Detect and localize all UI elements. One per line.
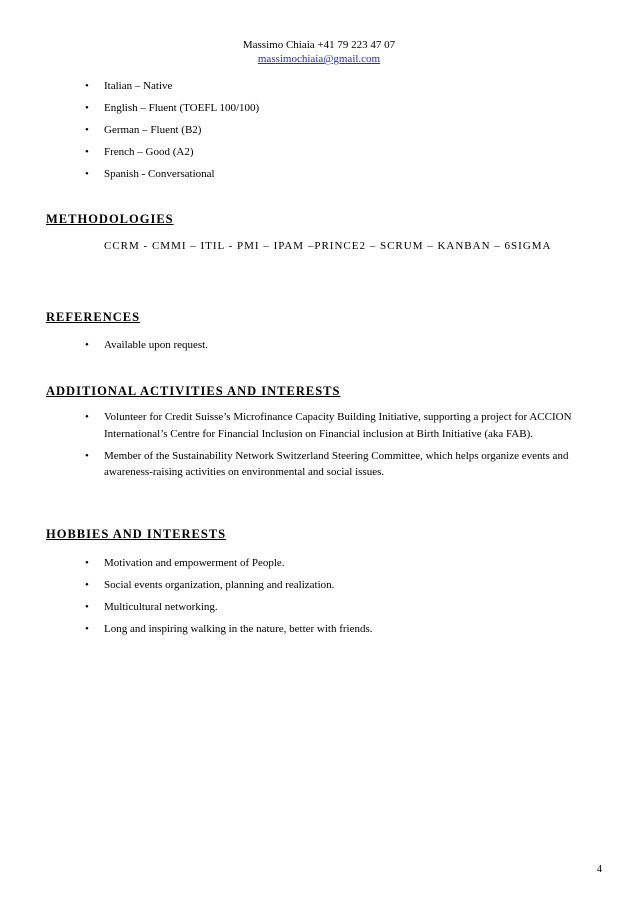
list-item xyxy=(0,448,638,481)
list-item xyxy=(0,166,638,183)
list-item-text: Available upon request. xyxy=(104,339,208,351)
list-item xyxy=(0,122,638,139)
hobbies-heading: HOBBIES AND INTERESTS xyxy=(46,527,227,541)
bullet-icon: • xyxy=(85,579,89,591)
list-item-text: Social events organization, planning and realization. xyxy=(104,579,335,591)
list-item-text: Volunteer for Credit Suisse’s Microfinance Capacity Building Initiative, supporting a project for ACCION International’s Centre for Financial Inclusion on Financial inclusion at Birth Initiative (aka FAB). xyxy=(104,411,572,440)
bullet-icon: • xyxy=(85,601,89,613)
list-item xyxy=(0,78,638,95)
additional-activities-heading: ADDITIONAL ACTIVITIES AND INTERESTS xyxy=(46,384,341,398)
references-heading: REFERENCES xyxy=(46,310,141,324)
hobbies-list xyxy=(0,555,638,643)
header-email-line xyxy=(0,52,638,66)
languages-list xyxy=(0,78,638,188)
list-item xyxy=(0,577,638,594)
list-item-text: German – Fluent (B2) xyxy=(104,124,202,136)
bullet-icon: • xyxy=(85,623,89,635)
list-item xyxy=(0,599,638,616)
list-item xyxy=(0,621,638,638)
bullet-icon: • xyxy=(85,557,89,569)
header-contact: Massimo Chiaia +41 79 223 47 07 xyxy=(242,39,396,51)
list-item xyxy=(0,337,638,354)
references-list xyxy=(0,337,638,359)
list-item-text: English – Fluent (TOEFL 100/100) xyxy=(104,102,260,114)
methodologies-text: CCRM - CMMI – ITIL - PMI – IPAM –PRINCE2 – SCRUM – KANBAN – 6SIGMA xyxy=(104,240,552,252)
list-item-text: Member of the Sustainability Network Switzerland Steering Committee, which helps organize events and awareness-raising activities on environmental and social issues. xyxy=(104,449,569,478)
list-item xyxy=(0,144,638,161)
list-item-text: Multicultural networking. xyxy=(104,601,218,613)
methodologies-heading: METHODOLOGIES xyxy=(46,212,174,226)
bullet-icon: • xyxy=(85,411,89,423)
additional-activities-list xyxy=(0,409,638,486)
list-item-text: Italian – Native xyxy=(104,80,173,92)
bullet-icon: • xyxy=(85,80,89,92)
bullet-icon: • xyxy=(85,146,89,158)
bullet-icon: • xyxy=(85,449,89,462)
page-number: 4 xyxy=(597,864,602,875)
bullet-icon: • xyxy=(85,124,89,136)
email-link[interactable]: massimochiaia@gmail.com xyxy=(257,53,381,65)
bullet-icon: • xyxy=(85,102,89,114)
bullet-icon: • xyxy=(85,168,89,180)
list-item-text: Motivation and empowerment of People. xyxy=(104,557,285,569)
list-item-text: French – Good (A2) xyxy=(104,146,194,158)
list-item-text: Spanish - Conversational xyxy=(104,168,215,180)
list-item xyxy=(0,409,638,442)
list-item xyxy=(0,555,638,572)
bullet-icon: • xyxy=(85,339,89,351)
list-item-text: Long and inspiring walking in the nature, better with friends. xyxy=(104,623,373,635)
list-item xyxy=(0,100,638,117)
